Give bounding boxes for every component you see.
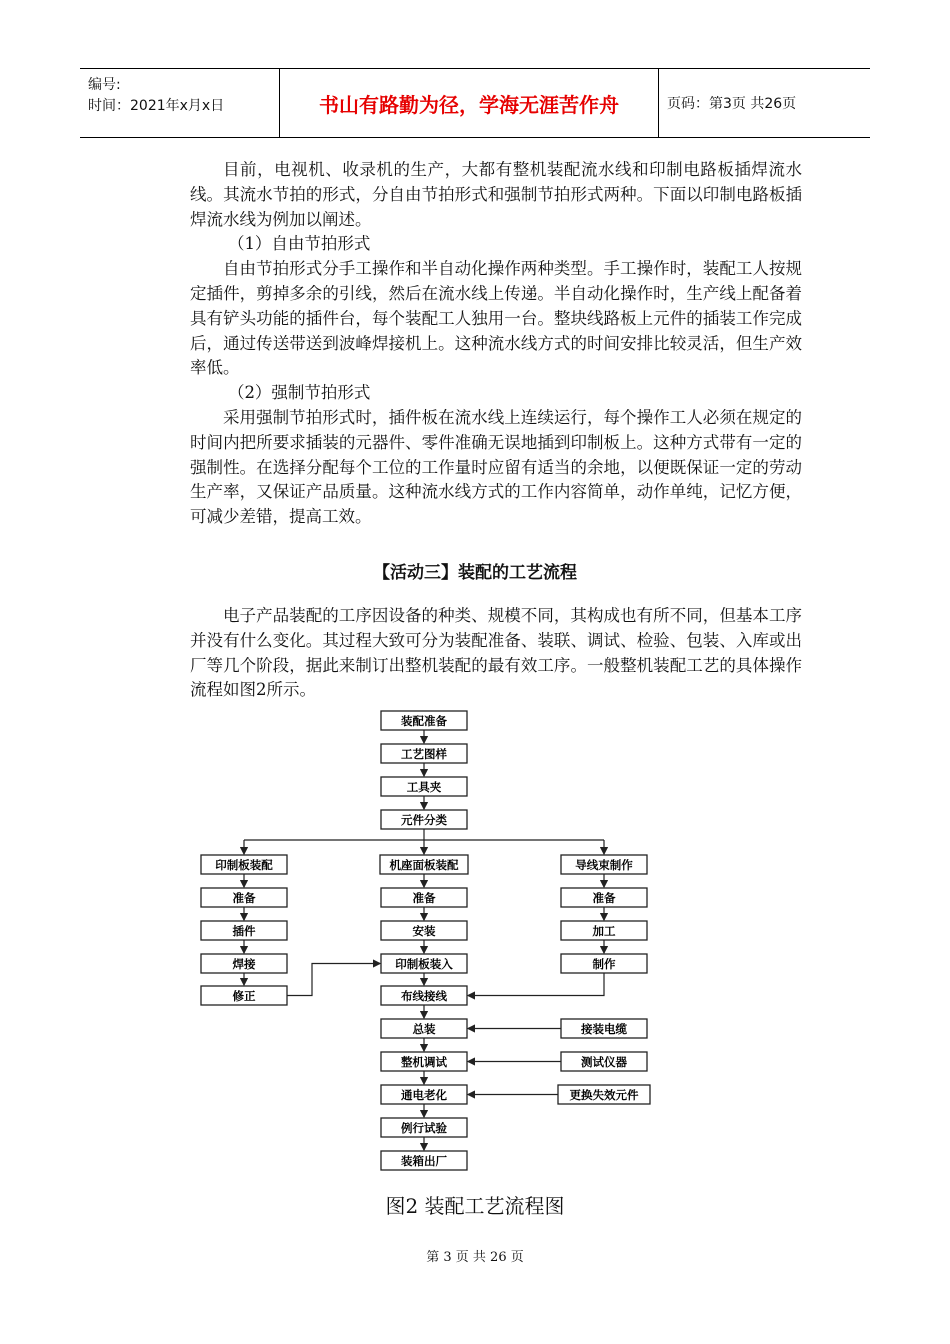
flow-box-label: 准备 [232,891,256,905]
flow-box-center [381,1052,467,1071]
flow-box-right [561,921,647,940]
paragraph: 自由节拍形式分手工操作和半自动化操作两种类型。手工操作时，装配工人按规定插件，剪掉多余的引线，然后在流水线上传递。半自动化操作时，生产线上配备着具有铲头功能的插件台，每个装配工人独用一台。整块线路板上元件的插装工作完成后，通过传送带送到波峰焊接机上。这种流水线方式的时间安排比较灵活，但生产效率低。 [190,259,802,378]
flow-box-label: 装配准备 [401,714,447,728]
paragraph: 电子产品装配的工序因设备的种类、规模不同，其构成也有所不同，但基本工序并没有什么变化。其过程大致可分为装配准备、装联、调试、检验、包装、入库或出厂等几个阶段，据此来制订出整机装配的最有效工序。一般整机装配工艺的具体操作流程如图2所示。 [190,606,802,700]
flow-box-top [381,777,467,796]
section-heading: （1）自由节拍形式 [227,234,371,254]
flow-box-left [201,888,287,907]
flow-box-label: 加工 [592,924,616,938]
paragraph: 采用强制节拍形式时，插件板在流水线上连续运行，每个操作工人必须在规定的时间内把所要求插装的元器件、零件准确无误地插到印制板上。这种方式带有一定的强制性。在选择分配每个工位的工作量时应留有适当的余地，以便既保证一定的劳动生产率，又保证产品质量。这种流水线方式的工作内容简单，动作单纯，记忆方便，可减少差错，提高工效。 [190,407,802,527]
flow-box-label: 布线接线 [401,989,447,1003]
flow-box-label: 准备 [412,891,436,905]
flow-box-center [381,954,467,973]
flow-box-label: 修正 [232,989,256,1003]
flow-box-top [381,744,467,763]
header-motto: 书山有路勤为径，学海无涯苦作舟 [280,69,659,137]
flow-box-label: 例行试验 [401,1121,447,1135]
flow-box-center [381,986,467,1005]
flow-box-left [201,921,287,940]
activity-title: 【活动三】装配的工艺流程 [373,563,577,583]
flow-box-label: 导线束制作 [575,858,633,872]
flow-box-side [561,1052,647,1071]
flow-box-label: 焊接 [232,957,256,971]
flow-box-label: 整机调试 [401,1055,447,1069]
flow-box-label: 工艺图样 [401,747,447,761]
flow-box-right [561,954,647,973]
flow-box-center [381,1085,467,1104]
page-footer: 第 3 页 共 26 页 [426,1250,524,1265]
flow-connector [468,973,604,996]
flow-box-label: 印制板装入 [395,957,453,971]
flow-box-side [561,1019,647,1038]
flow-box-center [380,855,468,874]
flow-box-side [558,1085,650,1104]
flow-box-label: 元件分类 [401,813,447,827]
flow-box-center [381,1151,467,1170]
paragraph: 目前，电视机、收录机的生产，大都有整机装配流水线和印制电路板插焊流水线。其流水节拍的形式，分自由节拍形式和强制节拍形式两种。下面以印制电路板插焊流水线为例加以阐述。 [190,160,802,229]
flow-box-right [561,855,647,874]
flow-box-label: 测试仪器 [581,1055,627,1069]
flow-box-label: 准备 [592,891,616,905]
flow-box-label: 总装 [412,1022,436,1036]
flow-box-label: 安装 [412,924,436,938]
flow-box-center [381,888,467,907]
flow-box-center [381,1118,467,1137]
document-time-label: 时间：2021年x月x日 [88,98,225,114]
flow-box-label: 通电老化 [401,1088,447,1102]
flow-box-label: 工具夹 [406,780,442,794]
flow-box-label: 机座面板装配 [389,858,459,872]
section-heading: （2）强制节拍形式 [227,383,371,403]
flow-box-label: 接装电缆 [581,1022,627,1036]
flow-box-label: 印制板装配 [215,858,273,872]
flow-box-center [381,921,467,940]
flow-box-label: 装箱出厂 [401,1154,447,1168]
flow-box-label: 更换失效元件 [569,1088,639,1102]
figure-caption: 图2 装配工艺流程图 [385,1194,565,1218]
flow-box-center [381,1019,467,1038]
flow-box-left [201,954,287,973]
flow-box-top [381,810,467,829]
flow-connector [287,964,380,996]
flow-box-right [561,888,647,907]
header-page-label: 页码：第3页 共26页 [667,96,797,112]
flow-box-label: 制作 [592,957,616,971]
document-number-label: 编号: [88,77,121,93]
flow-box-left [201,855,287,874]
flow-box-left [201,986,287,1005]
flow-box-top [381,711,467,730]
flow-box-label: 插件 [232,924,256,938]
